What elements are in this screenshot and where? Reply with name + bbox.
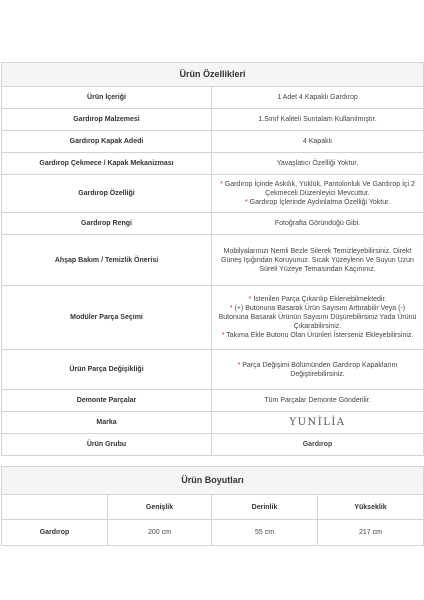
table-row	[2, 350, 424, 390]
row-value	[212, 175, 424, 213]
row-label: Ürün İçeriği	[2, 87, 212, 109]
product-dimensions-table	[1, 466, 424, 546]
height-value: 217 cm	[318, 520, 424, 546]
table-row	[2, 153, 424, 175]
row-label: Ahşap Bakım / Temizlik Önerisi	[2, 235, 212, 286]
table-row	[2, 175, 424, 213]
row-value: 4 Kapaklı	[212, 131, 424, 153]
value-line: * Gardırop İçinde Askılık, Yüklük, Pantolonluk Ve Gardırop İçi 2 Çekmeceli Düzenleyici Mevcuttur.	[220, 181, 415, 197]
table-row	[2, 286, 424, 350]
value-line: * Parça Değişimi Bölümünden Gardırop Kapaklarını Değiştirebilirsiniz.	[237, 361, 398, 378]
table-row	[2, 131, 424, 153]
header-cell	[2, 495, 108, 520]
row-label: Demonte Parçalar	[2, 390, 212, 412]
header-height: Yükseklik	[318, 495, 424, 520]
row-value	[212, 350, 424, 390]
header-width: Genişlik	[108, 495, 212, 520]
dimension-row-label: Gardırop	[2, 520, 108, 546]
value-line: * Takıma Ekle Butonu Olan Ürünleri İsterseniz Ekleyebilirsiniz.	[221, 332, 414, 339]
table-row	[2, 390, 424, 412]
row-value: Tüm Parçalar Demonte Gönderilir.	[212, 390, 424, 412]
table-row	[2, 235, 424, 286]
dimensions-header-row	[2, 495, 424, 520]
row-value	[212, 286, 424, 350]
table-row	[2, 412, 424, 434]
row-value: Fotoğrafta Göründüğü Gibi.	[212, 213, 424, 235]
depth-value: 55 cm	[212, 520, 318, 546]
table-row	[2, 87, 424, 109]
table-row	[2, 434, 424, 456]
value-line: * Gardırop İçlerinde Aydınlatma Özelliği Yoktur.	[244, 199, 391, 206]
value-line: * İstenilen Parça Çıkarılıp Eklenebilmektedir.	[248, 296, 387, 303]
row-label: Gardırop Kapak Adedi	[2, 131, 212, 153]
row-label: Gardırop Özelliği	[2, 175, 212, 213]
row-value: Mobilyalarınızı Nemli Bezle Silerek Temizleyebilirsiniz. Direkt Güneş Işığından Koruyunuz. Sıcak Yüzeylerin Ve Suyun Uzun Süreli Yüzeye Temasından Kaçınınız.	[212, 235, 424, 286]
brand-name: YUNİLİA	[289, 416, 346, 428]
dimensions-title: Ürün Boyutları	[2, 467, 424, 495]
row-label: Gardırop Malzemesi	[2, 109, 212, 131]
row-label: Gardırop Rengi	[2, 213, 212, 235]
table-row	[2, 213, 424, 235]
row-label: Ürün Grubu	[2, 434, 212, 456]
product-features-table	[1, 62, 424, 456]
row-value: Yavaşlatıcı Özelliği Yoktur.	[212, 153, 424, 175]
row-label: Ürün Parça Değişikliği	[2, 350, 212, 390]
row-value: 1 Adet 4 Kapaklı Gardırop	[212, 87, 424, 109]
row-value: 1.Sınıf Kaliteli Suntalam Kullanılmıştır.	[212, 109, 424, 131]
brand-logo	[212, 412, 424, 434]
value-line: * (+) Butonuna Basarak Ürün Sayısını Arttırabilir Veya (-) Butonuna Basarak Ürünün Sayısını Düşürebilirsiniz Yada Ürünü Çıkarabilirsiniz.	[218, 305, 417, 330]
row-label: Gardırop Çekmece / Kapak Mekanizması	[2, 153, 212, 175]
width-value: 200 cm	[108, 520, 212, 546]
row-label: Marka	[2, 412, 212, 434]
row-label: Modüler Parça Seçimi	[2, 286, 212, 350]
table-row	[2, 520, 424, 546]
table-row	[2, 109, 424, 131]
features-title: Ürün Özellikleri	[2, 63, 424, 87]
header-depth: Derinlik	[212, 495, 318, 520]
row-value: Gardırop	[212, 434, 424, 456]
